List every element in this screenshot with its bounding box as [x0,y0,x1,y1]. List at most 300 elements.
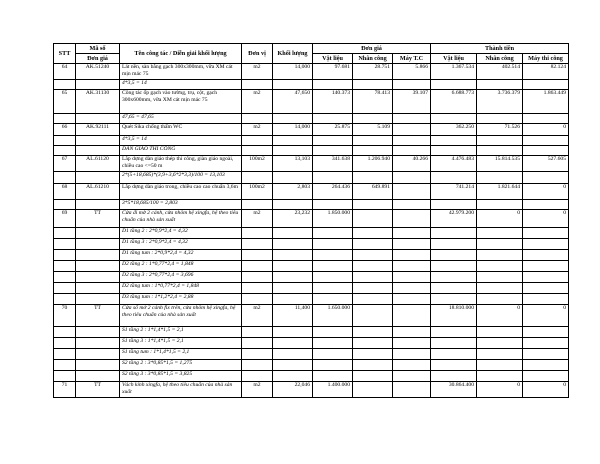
row-stt [54,272,76,283]
row-ma-so [76,239,120,250]
row-unit: m2 [242,64,273,80]
row-description: D3 tầng tum : 1*1,2*2,4 = 2,88 [120,294,242,305]
row-total-machine: 1.863.449 [523,90,569,114]
header-ma-so: Mã số [76,44,120,54]
row-total-material [431,261,477,272]
row-total-machine [523,371,569,382]
row-unit-labor [353,382,393,398]
row-ma-so [76,360,120,371]
row-unit [242,228,273,239]
row-stt: 64 [54,64,76,80]
row-total-labor [477,338,523,349]
row-quantity [273,172,313,184]
row-total-machine [523,272,569,283]
row-unit-machine [393,349,431,360]
row-total-material [431,239,477,250]
row-unit: m2 [242,382,273,398]
row-total-material: 4.476.483 [431,156,477,172]
row-total-material [431,294,477,305]
row-ma-so: TT [76,382,120,398]
row-total-machine [523,283,569,294]
row-description: 2*(5+18,685)*(3,9+3,6*2*3,3)/100 = 13,103 [120,172,242,184]
row-total-machine: 0 [523,210,569,228]
row-stt [54,114,76,124]
table-row [54,272,569,283]
row-unit-material: 341.638 [313,156,353,172]
row-unit-labor: 5.109 [353,124,393,136]
table-row [54,64,569,80]
row-unit-labor [353,172,393,184]
row-total-material: 30.864.400 [431,382,477,398]
row-stt [54,136,76,146]
row-unit [242,327,273,338]
row-total-machine: 0 [523,184,569,200]
row-unit-material [313,80,353,90]
row-description: 47,65 = 47,65 [120,114,242,124]
row-total-material [431,349,477,360]
row-unit: 100m2 [242,156,273,172]
header-vat-lieu-total: Vật liệu [431,54,477,64]
table-row [54,338,569,349]
row-ma-so [76,272,120,283]
row-unit: m2 [242,210,273,228]
row-ma-so [76,371,120,382]
row-total-material [431,327,477,338]
row-total-machine: 82.124 [523,64,569,80]
row-description: D2 tầng 2 : 1*0,77*2,4 = 1,848 [120,261,242,272]
row-unit-material [313,250,353,261]
row-stt [54,371,76,382]
row-description: S1 tầng tum : 1*1,4*1,5 = 2,1 [120,349,242,360]
row-unit-material [313,114,353,124]
row-total-labor [477,327,523,338]
row-total-machine [523,338,569,349]
row-stt [54,338,76,349]
row-unit-labor [353,283,393,294]
row-description: D1 tầng 2 : 2*0,9*2,4 = 4,32 [120,228,242,239]
row-unit-machine [393,239,431,250]
row-quantity: 47,650 [273,90,313,114]
row-unit-machine [393,371,431,382]
row-description: Lắp dựng dàn giáo trong, chiều cao cao chuẩn 3,6m [120,184,242,200]
row-unit [242,371,273,382]
row-unit-labor [353,136,393,146]
row-unit-material [313,294,353,305]
row-unit-machine [393,136,431,146]
row-description: Vách kính xingfa, hệ theo tiêu chuẩn của nhà sản xuất [120,382,242,398]
row-unit [242,80,273,90]
row-unit [242,338,273,349]
row-unit: m2 [242,90,273,114]
row-stt [54,327,76,338]
header-don-gia: Đơn giá [313,44,431,54]
table-row [54,200,569,210]
row-stt [54,239,76,250]
table-row [54,283,569,294]
table-row [54,228,569,239]
table-row [54,360,569,371]
header-may-tc: Máy T.C [393,54,431,64]
row-unit-material [313,349,353,360]
row-unit-material: 140.373 [313,90,353,114]
header-ma-so-don-gia: Đơn giá [76,54,120,64]
row-quantity [273,146,313,156]
row-description: 3*5*18,685/100 = 2,803 [120,200,242,210]
row-quantity: 23,232 [273,210,313,228]
row-unit-material [313,261,353,272]
row-description: D1 tầng tum : 2*0,9*2,4 = 4,32 [120,250,242,261]
row-total-labor [477,250,523,261]
row-quantity [273,261,313,272]
row-unit-material [313,338,353,349]
row-ma-so: AK.51240 [76,64,120,80]
row-stt: 68 [54,184,76,200]
row-unit-material [313,172,353,184]
header-vat-lieu: Vật liệu [313,54,353,64]
row-unit-machine: 40.266 [393,156,431,172]
header-nhan-cong: Nhân công [353,54,393,64]
row-unit [242,250,273,261]
row-quantity: 2,803 [273,184,313,200]
row-total-material: 6.688.773 [431,90,477,114]
row-unit-labor [353,239,393,250]
row-description: S1 tầng 2 : 1*1,4*1,5 = 2,1 [120,327,242,338]
row-total-machine [523,261,569,272]
row-total-labor: 0 [477,382,523,398]
row-unit-material [313,327,353,338]
row-description: 4*3,5 = 14 [120,136,242,146]
table-row [54,349,569,360]
row-ma-so [76,283,120,294]
table-row [54,327,569,338]
row-ma-so: AL.61120 [76,156,120,172]
row-total-machine: 527.605 [523,156,569,172]
row-total-labor [477,200,523,210]
row-total-machine [523,250,569,261]
table-row [54,156,569,172]
row-total-machine: 0 [523,382,569,398]
row-total-labor [477,172,523,184]
row-total-material [431,250,477,261]
row-total-machine [523,172,569,184]
row-total-material: 362.250 [431,124,477,136]
row-unit-machine [393,228,431,239]
row-total-labor [477,349,523,360]
table-row [54,305,569,327]
row-unit-labor [353,338,393,349]
row-quantity [273,239,313,250]
row-unit-machine [393,261,431,272]
row-ma-so: AL.61210 [76,184,120,200]
header-ten: Tên công tác / Diễn giải khối lượng [120,44,242,64]
row-ma-so [76,327,120,338]
row-ma-so [76,136,120,146]
row-quantity [273,360,313,371]
row-quantity [273,272,313,283]
row-total-labor: 0 [477,305,523,327]
row-total-labor [477,272,523,283]
row-quantity [273,80,313,90]
table-row [54,136,569,146]
row-unit-machine [393,382,431,398]
row-unit-material: 264.436 [313,184,353,200]
row-unit-machine [393,360,431,371]
row-total-labor [477,114,523,124]
row-unit-machine [393,200,431,210]
row-ma-so [76,200,120,210]
row-description: Cửa sổ mở 2 cánh fix trên, cửa nhôm hệ xingfa, hệ theo tiêu chuẩn của nhà sản xuất [120,305,242,327]
row-quantity [273,294,313,305]
row-description: S2 tầng 2 : 3*0,85*1,5 = 1,275 [120,360,242,371]
row-ma-so [76,250,120,261]
row-total-machine: 0 [523,305,569,327]
row-unit-labor [353,305,393,327]
row-total-material [431,172,477,184]
row-unit [242,239,273,250]
row-stt [54,349,76,360]
row-total-material: 741.214 [431,184,477,200]
row-total-material [431,283,477,294]
row-stt: 65 [54,90,76,114]
row-stt: 67 [54,156,76,172]
row-quantity [273,327,313,338]
row-description: Lắp dựng dàn giáo thép thi công, giàn giáo ngoài, chiều cao <=50 m [120,156,242,172]
row-unit-labor [353,294,393,305]
row-stt [54,146,76,156]
row-quantity: 22,046 [273,382,313,398]
row-unit-material [313,136,353,146]
row-unit [242,360,273,371]
row-total-material [431,200,477,210]
table-row [54,210,569,228]
row-ma-so [76,114,120,124]
row-quantity [273,250,313,261]
row-description: S1 tầng 3 : 1*1,4*1,5 = 2,1 [120,338,242,349]
table-row [54,261,569,272]
row-unit-material [313,239,353,250]
row-stt: 69 [54,210,76,228]
row-unit-labor: 78.413 [353,90,393,114]
row-unit-material: 1.850.000 [313,210,353,228]
row-unit [242,200,273,210]
row-total-machine [523,349,569,360]
row-description: DÀN GIÁO THI CÔNG [120,146,242,156]
table-row [54,114,569,124]
header-don-vi: Đơn vị [242,44,273,64]
row-unit-material: 25.875 [313,124,353,136]
row-total-machine [523,136,569,146]
row-total-labor [477,283,523,294]
row-description: Công tác ốp gạch vào tường, trụ, cột, gạch 300x600mm, vữa XM cát mịn mác 75 [120,90,242,114]
row-unit-material: 97.681 [313,64,353,80]
row-stt [54,80,76,90]
row-unit-machine [393,114,431,124]
row-unit [242,261,273,272]
row-description: Cửa đi mở 2 cánh, cửa nhôm hệ xingfa, hệ theo tiêu chuẩn của nhà sản xuất [120,210,242,228]
row-total-machine [523,294,569,305]
row-unit-machine [393,250,431,261]
row-unit-material [313,200,353,210]
row-total-material [431,136,477,146]
row-unit-material: 1.650.000 [313,305,353,327]
row-unit [242,172,273,184]
row-quantity [273,338,313,349]
table-row [54,239,569,250]
row-total-material [431,371,477,382]
table-row [54,382,569,398]
row-unit-material [313,228,353,239]
header-may-thi-cong-total: Máy thi công [523,54,569,64]
row-total-machine [523,228,569,239]
row-total-labor [477,360,523,371]
row-total-labor: 402.514 [477,64,523,80]
row-description: Lát nền, sàn bằng gạch 300x300mm, vữa XM cát mịn mác 75 [120,64,242,80]
row-ma-so [76,228,120,239]
row-total-labor: 0 [477,210,523,228]
row-unit-machine [393,184,431,200]
row-unit-labor [353,327,393,338]
row-total-material [431,228,477,239]
row-stt [54,250,76,261]
row-stt: 71 [54,382,76,398]
row-total-material: 18.810.000 [431,305,477,327]
header-nhan-cong-total: Nhân công [477,54,523,64]
row-unit-labor [353,114,393,124]
row-unit-material [313,272,353,283]
row-total-labor [477,228,523,239]
row-unit-machine [393,272,431,283]
row-ma-so: AK.31130 [76,90,120,114]
row-unit-machine [393,294,431,305]
table-row [54,146,569,156]
row-quantity: 14,000 [273,124,313,136]
row-ma-so: TT [76,210,120,228]
row-unit-machine [393,172,431,184]
row-unit-machine [393,327,431,338]
row-stt [54,200,76,210]
row-quantity [273,283,313,294]
row-total-labor [477,239,523,250]
table-row [54,371,569,382]
row-total-material [431,338,477,349]
row-stt: 70 [54,305,76,327]
row-unit [242,283,273,294]
row-total-material [431,360,477,371]
row-unit-machine [393,124,431,136]
row-unit [242,146,273,156]
row-unit-machine [393,305,431,327]
table-row [54,294,569,305]
row-total-labor [477,146,523,156]
row-description: D1 tầng 3 : 2*0,9*2,4 = 4,32 [120,239,242,250]
row-quantity [273,228,313,239]
row-unit-labor [353,200,393,210]
table-row [54,250,569,261]
row-ma-so [76,294,120,305]
row-unit-labor: 28.751 [353,64,393,80]
row-stt [54,228,76,239]
row-stt [54,283,76,294]
row-stt [54,294,76,305]
row-total-labor: 71.526 [477,124,523,136]
row-unit: 100m2 [242,184,273,200]
row-total-machine [523,239,569,250]
row-ma-so [76,349,120,360]
row-unit-labor [353,80,393,90]
row-unit-material [313,371,353,382]
row-unit-machine: 39.107 [393,90,431,114]
table-row [54,90,569,114]
row-total-machine [523,80,569,90]
row-quantity [273,349,313,360]
header-stt: STT [54,44,76,64]
row-ma-so [76,172,120,184]
row-description: 4*3,5 = 14 [120,80,242,90]
row-unit-labor [353,349,393,360]
row-unit-machine [393,146,431,156]
table-row [54,184,569,200]
row-unit-labor [353,261,393,272]
table-row [54,124,569,136]
row-total-machine [523,114,569,124]
row-total-labor [477,261,523,272]
row-quantity: 14,000 [273,64,313,80]
row-total-labor [477,294,523,305]
row-ma-so: TT [76,305,120,327]
row-unit-machine [393,210,431,228]
row-unit-labor [353,360,393,371]
row-unit-labor [353,250,393,261]
row-description: S2 tầng 3 : 3*0,85*1,5 = 3,825 [120,371,242,382]
row-quantity [273,200,313,210]
row-total-machine [523,327,569,338]
row-unit-labor: 649.891 [353,184,393,200]
row-stt: 66 [54,124,76,136]
row-unit-machine [393,80,431,90]
row-total-material [431,146,477,156]
row-ma-so [76,338,120,349]
row-quantity [273,371,313,382]
row-ma-so: AK.92111 [76,124,120,136]
row-unit: m2 [242,124,273,136]
row-total-material: 42.979.200 [431,210,477,228]
row-description: Quét Sika chống thấm WC [120,124,242,136]
row-unit-machine [393,283,431,294]
table-row [54,172,569,184]
row-unit-labor [353,228,393,239]
row-unit-labor [353,210,393,228]
row-unit-labor [353,371,393,382]
estimate-table [53,43,569,398]
row-ma-so [76,146,120,156]
row-ma-so [76,80,120,90]
row-total-labor [477,136,523,146]
row-stt [54,360,76,371]
row-total-labor: 3.736.379 [477,90,523,114]
row-unit [242,114,273,124]
row-stt [54,172,76,184]
header-thanh-tien: Thành tiền [431,44,569,54]
header-khoi-luong: Khối lượng [273,44,313,64]
row-total-labor: 15.814.535 [477,156,523,172]
row-total-machine [523,200,569,210]
row-unit [242,294,273,305]
row-unit-labor: 1.206.940 [353,156,393,172]
row-unit-material [313,360,353,371]
row-unit-labor [353,146,393,156]
row-total-machine: 0 [523,124,569,136]
row-unit [242,272,273,283]
